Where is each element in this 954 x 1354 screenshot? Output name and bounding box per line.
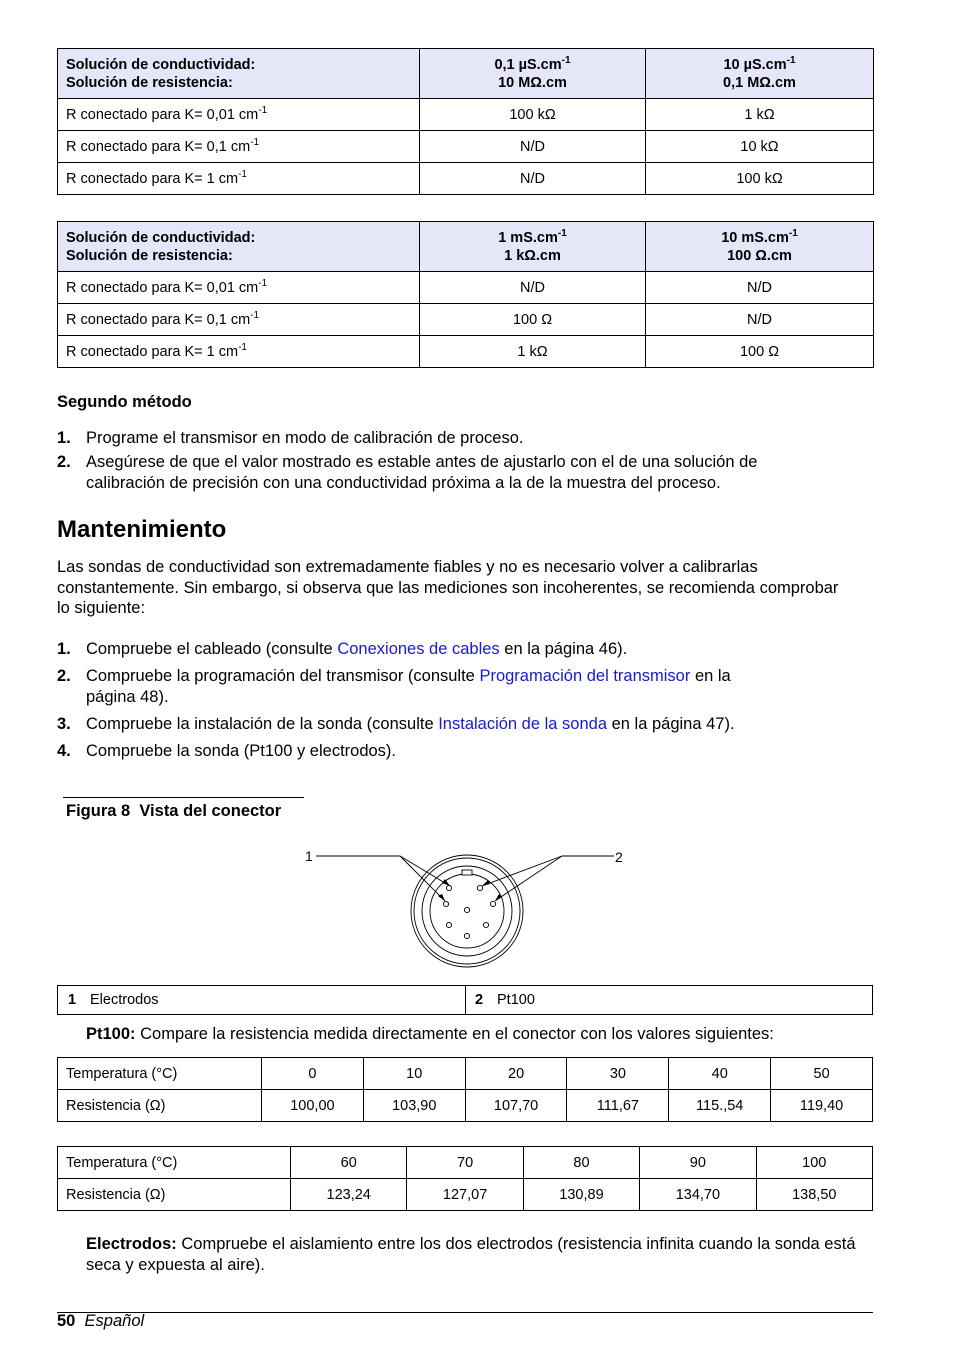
- table-row: [58, 1058, 873, 1090]
- table-row: [58, 336, 874, 368]
- table-cell: N/D: [646, 304, 874, 336]
- table-cell: 30: [567, 1058, 669, 1090]
- table-cell: 1 kΩ: [646, 99, 874, 131]
- table-cell: Temperatura (°C): [58, 1058, 262, 1090]
- connector-pin: [483, 922, 488, 927]
- table-cell: 100 Ω: [646, 336, 874, 368]
- table-cell: 100 kΩ: [646, 163, 874, 195]
- table-cell: 40: [669, 1058, 771, 1090]
- header-col1-cell: 0,1 $\mu S.cm^{-1}$ 10 MΩ.cm: [420, 49, 646, 99]
- table-cell: 100 kΩ: [420, 99, 646, 131]
- connector-key: [462, 870, 472, 875]
- table-cell: R conectado para K= 0,1 $cm^{-1}$: [58, 131, 420, 163]
- link-cable-connections[interactable]: Conexiones de cables: [337, 640, 500, 658]
- header-col2-cell: 10 $mS.cm^{-1}$ 100 Ω.cm: [646, 222, 874, 272]
- arrowhead: [495, 894, 502, 901]
- table-cell: 70: [407, 1147, 523, 1179]
- legend-pt100: Pt100: [497, 992, 535, 1008]
- table-cell: 100 Ω: [420, 304, 646, 336]
- second-method-heading: Segundo método: [57, 393, 192, 411]
- page-number: 50: [57, 1312, 76, 1330]
- table-cell: 107,70: [465, 1090, 567, 1122]
- maintenance-step-2: 2. Compruebe la programación del transmisor (consulte Programación del transmisor en la página 48).: [57, 667, 731, 706]
- header-label-cell: Solución de conductividad: Solución de resistencia:: [58, 49, 420, 99]
- callout-2: 2: [615, 849, 623, 865]
- footer-rule: [57, 1312, 873, 1313]
- table-cell: N/D: [646, 272, 874, 304]
- table-cell: 90: [640, 1147, 756, 1179]
- table-cell: 50: [771, 1058, 873, 1090]
- footer-language: Español: [84, 1312, 145, 1330]
- table-cell: 134,70: [640, 1179, 756, 1211]
- maintenance-step-1: 1. Compruebe el cableado (consulte Conexiones de cables en la página 46).: [57, 640, 628, 658]
- table-cell: 103,90: [363, 1090, 465, 1122]
- table-cell: 100: [756, 1147, 872, 1179]
- connector-diagram: [290, 842, 640, 974]
- header-label-cell: Solución de conductividad: Solución de resistencia:: [58, 222, 420, 272]
- table-cell: 127,07: [407, 1179, 523, 1211]
- link-transmitter-programming[interactable]: Programación del transmisor: [479, 667, 691, 685]
- maintenance-step-3: 3. Compruebe la instalación de la sonda (consulte Instalación de la sonda en la página 47).: [57, 715, 735, 733]
- table-cell: R conectado para K= 0,1 $cm^{-1}$: [58, 304, 420, 336]
- conductivity-table-1: [57, 48, 874, 195]
- table-cell: 10 kΩ: [646, 131, 874, 163]
- footer: [57, 1312, 144, 1331]
- table-row: [58, 99, 874, 131]
- link-probe-installation[interactable]: Instalación de la sonda: [438, 715, 608, 733]
- table-row: [58, 131, 874, 163]
- table-row: [58, 1090, 873, 1122]
- table-cell: Temperatura (°C): [58, 1147, 291, 1179]
- table-cell: 123,24: [291, 1179, 407, 1211]
- table-row: [58, 1179, 873, 1211]
- pt100-paragraph: Pt100: Compare la resistencia medida directamente en el conector con los valores siguientes:: [86, 1025, 774, 1043]
- maintenance-intro: Las sondas de conductividad son extremadamente fiables y no es necesario volver a calibrarlas constantemente. Sin embargo, si observa que las mediciones son incoherentes, se recomienda comprobar lo siguiente:: [57, 558, 839, 617]
- second-method-step-1: 1. Programe el transmisor en modo de calibración de proceso.: [57, 429, 524, 447]
- table-cell: 100,00: [262, 1090, 364, 1122]
- maintenance-heading: Mantenimiento: [57, 516, 227, 543]
- table-cell: 20: [465, 1058, 567, 1090]
- figure-legend: 1 Electrodos 2 Pt100: [57, 985, 873, 1015]
- connector-inner-ring: [430, 874, 504, 948]
- connector-pin: [446, 922, 451, 927]
- table-cell: 60: [291, 1147, 407, 1179]
- figure-caption-rule: [63, 797, 304, 798]
- pt100-table-2: [57, 1146, 873, 1211]
- table-cell: N/D: [420, 163, 646, 195]
- table-cell: 119,40: [771, 1090, 873, 1122]
- figure-caption: Figura 8 Vista del conector: [66, 802, 282, 820]
- table-cell: Resistencia (Ω): [58, 1090, 262, 1122]
- connector-pin: [477, 885, 482, 890]
- second-method-step-2: 2. Asegúrese de que el valor mostrado es estable antes de ajustarlo con el de una solución de calibración de precisión con una conductividad próxima a la de la muestra del proceso.: [57, 453, 758, 492]
- table-cell: R conectado para K= 0,01 $cm^{-1}$: [58, 99, 420, 131]
- table-cell: Resistencia (Ω): [58, 1179, 291, 1211]
- connector-pin: [443, 901, 448, 906]
- table-cell: 138,50: [756, 1179, 872, 1211]
- connector-pin: [464, 933, 469, 938]
- table-row: [58, 163, 874, 195]
- electrodes-paragraph: Electrodos: Compruebe el aislamiento entre los dos electrodos (resistencia infinita cuando la sonda está seca y expuesta al aire).: [86, 1235, 856, 1274]
- table-cell: R conectado para K= 1 $cm^{-1}$: [58, 163, 420, 195]
- header-col2-cell: 10 $\mu S.cm^{-1}$ 0,1 MΩ.cm: [646, 49, 874, 99]
- table-cell: 115.,54: [669, 1090, 771, 1122]
- connector-pin: [446, 885, 451, 890]
- maintenance-step-4: 4. Compruebe la sonda (Pt100 y electrodos).: [57, 742, 397, 760]
- table-header-row: [58, 49, 874, 99]
- table-cell: 130,89: [523, 1179, 639, 1211]
- table-cell: N/D: [420, 131, 646, 163]
- table-cell: 80: [523, 1147, 639, 1179]
- table-row: [58, 1147, 873, 1179]
- conductivity-table-2: [57, 221, 874, 368]
- table-cell: 1 kΩ: [420, 336, 646, 368]
- header-col1-cell: 1 $mS.cm^{-1}$ 1 kΩ.cm: [420, 222, 646, 272]
- table-cell: 10: [363, 1058, 465, 1090]
- connector-pin: [464, 907, 469, 912]
- table-row: [58, 304, 874, 336]
- legend-electrodes: Electrodos: [90, 992, 159, 1008]
- pt100-table-1: [57, 1057, 873, 1122]
- table-cell: R conectado para K= 1 $cm^{-1}$: [58, 336, 420, 368]
- table-row: [58, 272, 874, 304]
- table-header-row: [58, 222, 874, 272]
- table-cell: R conectado para K= 0,01 $cm^{-1}$: [58, 272, 420, 304]
- table-cell: 0: [262, 1058, 364, 1090]
- table-cell: 111,67: [567, 1090, 669, 1122]
- callout-1: 1: [305, 848, 313, 864]
- table-cell: N/D: [420, 272, 646, 304]
- connector-pin: [490, 901, 495, 906]
